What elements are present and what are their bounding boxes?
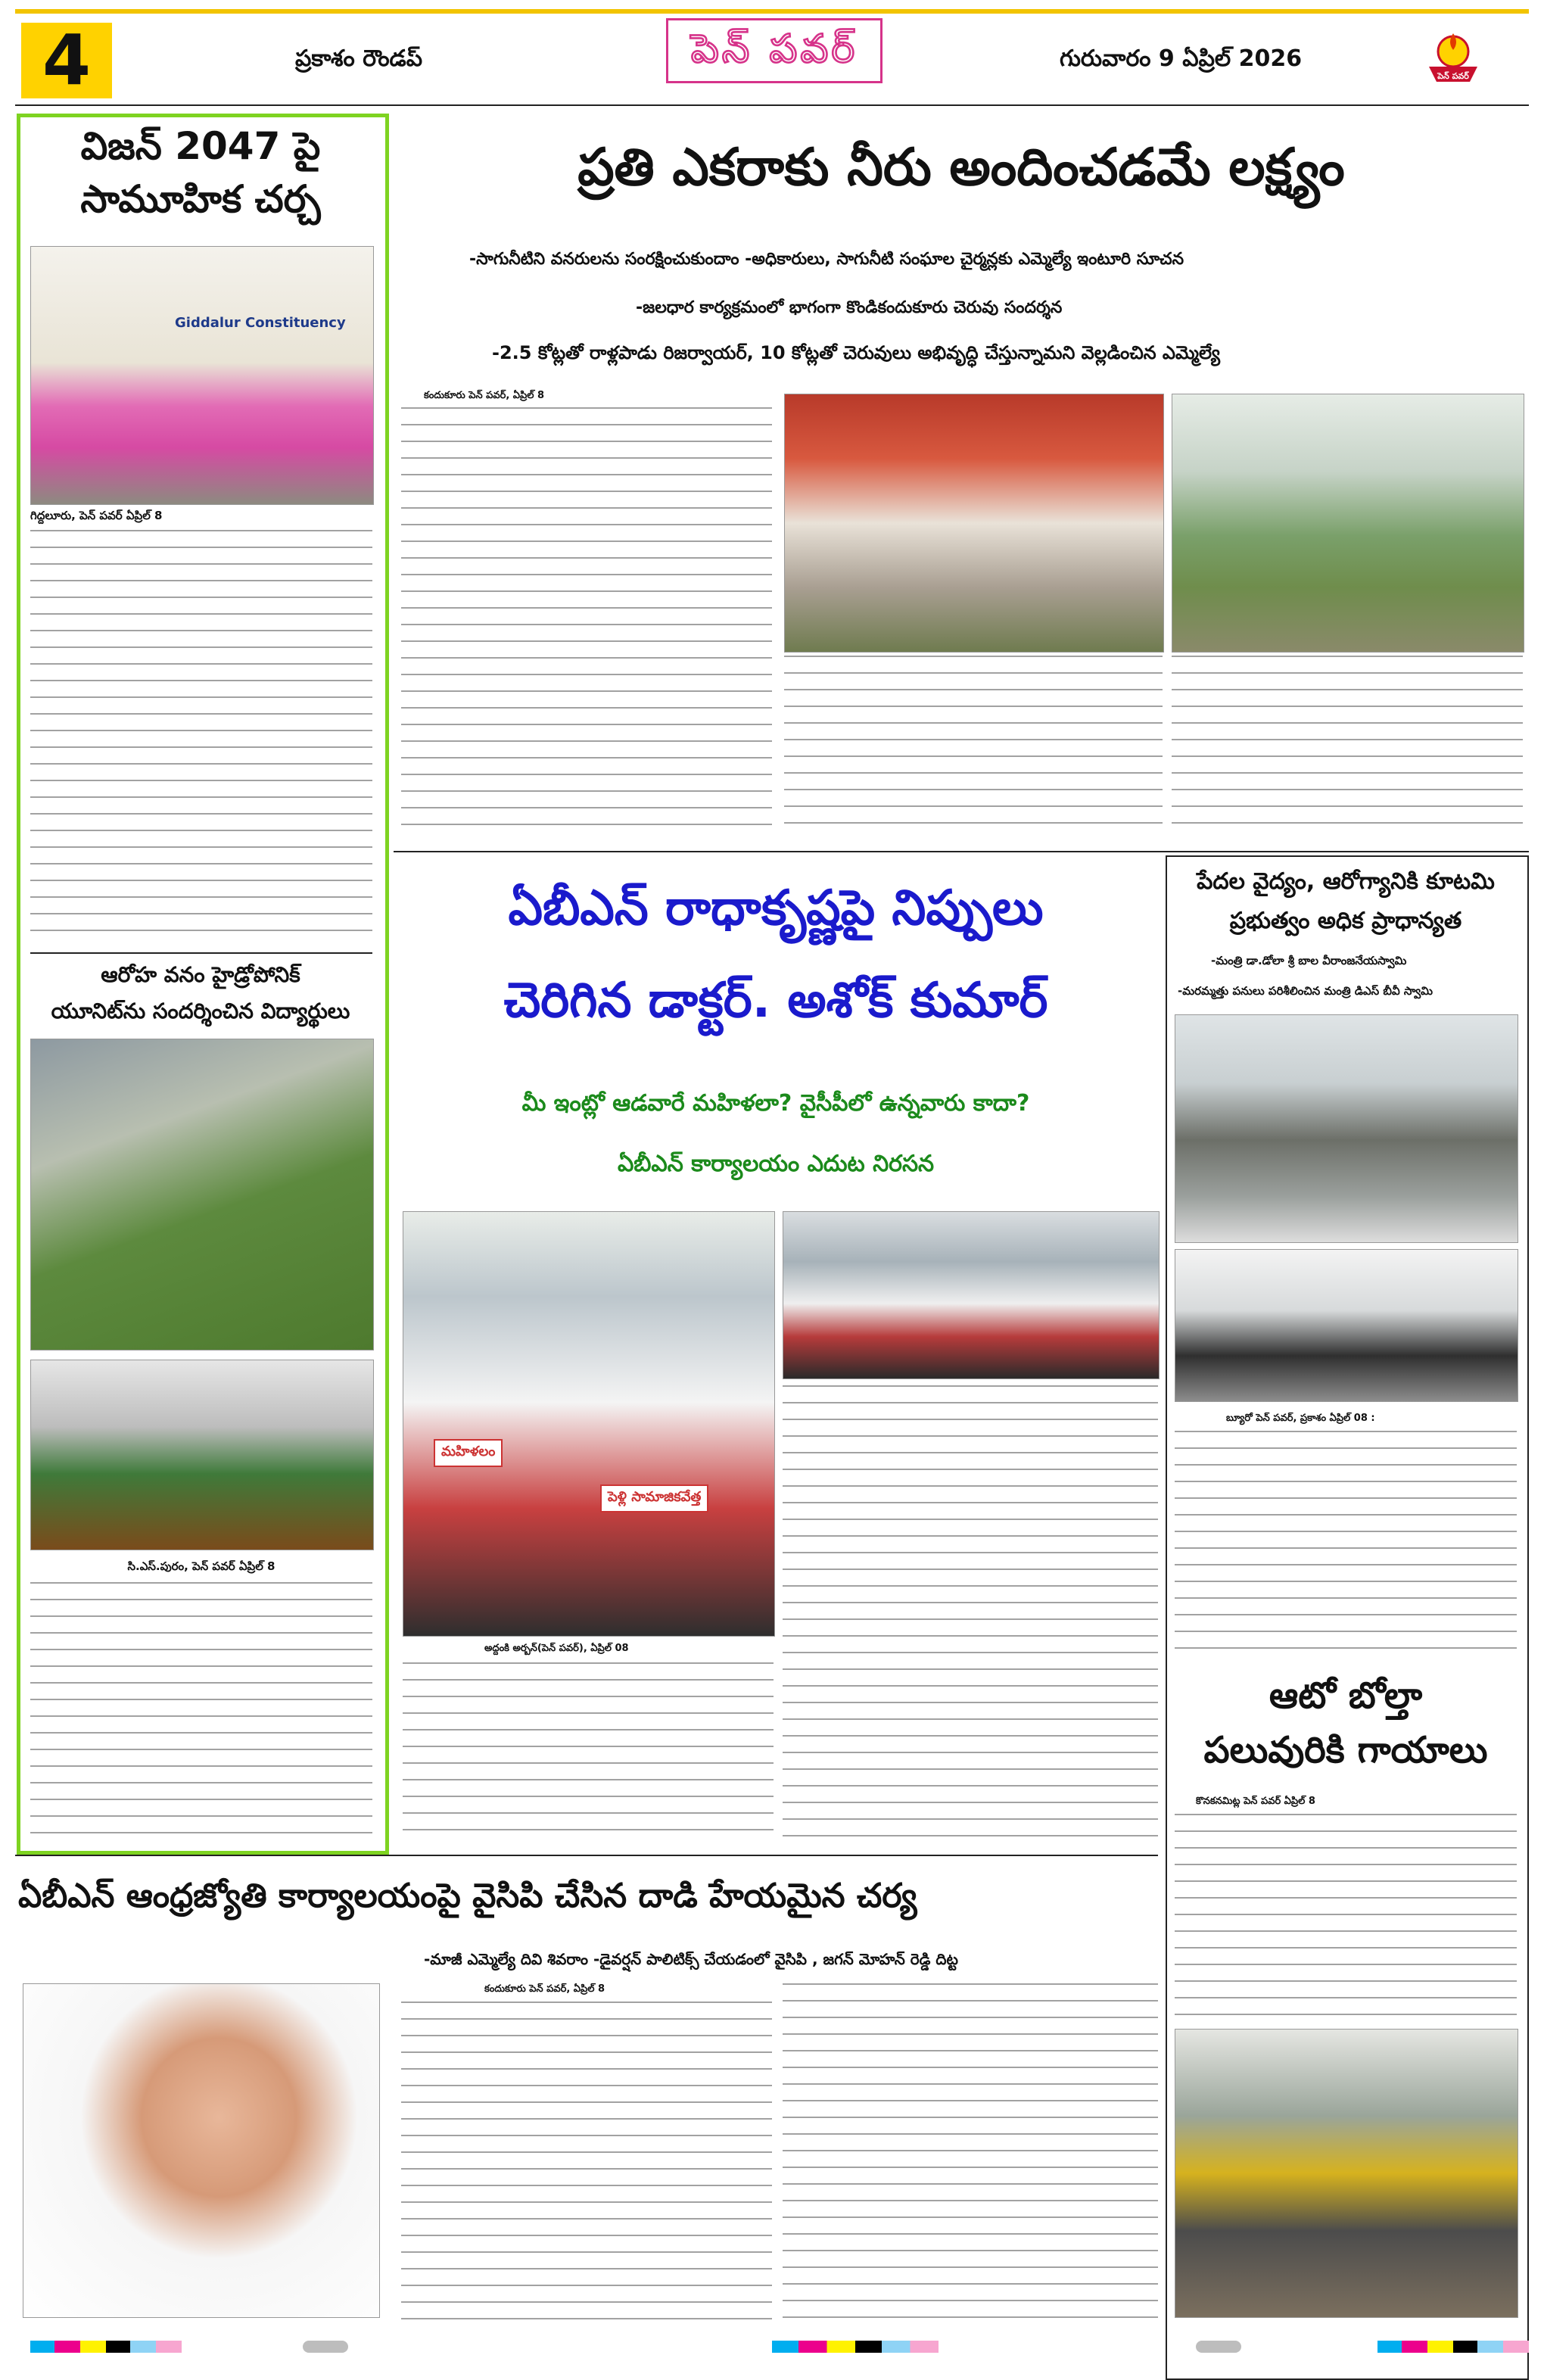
vision-article-body [30,530,372,939]
health-headline-line1: పేదల వైద్యం, ఆరోగ్యానికి కూటమి [1197,868,1495,895]
abn-photo-rally [783,1211,1160,1379]
vision-dateline: గిద్దలూరు, పెన్ పవర్ ఏప్రిల్ 8 [30,509,163,522]
masthead: పెన్ పవర్ [666,18,883,83]
auto-photo-accident [1175,2029,1518,2318]
registration-mark-right [1196,2341,1241,2353]
bottom-article-col1 [401,2002,772,2319]
lead-subhead-1: -సాగునీటిని వనరులను సంరక్షించుకుందాం -అధికారులు, సాగునీటి సంఘాల చైర్మన్లకు ఎమ్మెల్యే ఇంటూరి సూచన [469,250,1184,269]
bottom-headline: ఏబీఎన్ ఆంధ్రజ్యోతి కార్యాలయంపై వైసిపి చేసిన దాడి హేయమైన చర్య [18,1877,917,1915]
left-divider [30,952,372,954]
health-photo-inspection [1175,1014,1518,1243]
lead-divider [394,851,1529,852]
auto-headline-line1: ఆటో బోల్తా [1269,1674,1423,1717]
vision-photo [30,246,374,505]
health-subhead-1: -మంత్రి డా.డోలా శ్రీ బాల వీరాంజనేయస్వామి [1211,954,1407,967]
header-rule [15,9,1529,14]
bottom-dateline: కందుకూరు పెన్ పవర్, ఏప్రిల్ 8 [484,1983,605,1995]
registration-mark [303,2341,348,2353]
registration-bar-left [30,2341,182,2353]
health-headline-line2: ప్రభుత్వం అధిక ప్రాధాన్యత [1229,908,1462,934]
bottom-subhead: -మాజీ ఎమ్మెల్యే దివి శివరాం -డైవర్షన్ పాలిటిక్స్ చేయడంలో వైసిపి , జగన్ మోహన్ రెడ్డి దిట్ట [424,1950,958,1968]
bottom-article-col2 [783,1983,1158,2319]
aroha-photo-student [30,1039,374,1350]
abn-article-col1 [403,1662,774,1840]
abn-subhead-2: ఏబీఎన్ కార్యాలయం ఎదుట నిరసన [617,1151,935,1177]
logo-text: పెన్ పవర్ [1437,71,1469,81]
newspaper-logo [1421,23,1485,86]
health-article-body [1175,1431,1517,1658]
abn-dateline: అద్దంకి అర్బన్(పెన్ పవర్), ఏప్రిల్ 08 [484,1643,629,1654]
lead-dateline: కందుకూరు పెన్ పవర్, ఏప్రిల్ 8 [424,390,545,401]
health-subhead-2: -మరమ్మత్తు పనులు పరిశీలించిన మంత్రి డిఎస్ బీవీ స్వామి [1178,984,1433,998]
issue-date: గురువారం 9 ఏప్రిల్ 2026 [1060,45,1303,72]
registration-bar-center [772,2341,939,2353]
abn-headline-line2: చెరిగిన డాక్టర్. అశోక్ కుమార్ [503,973,1048,1029]
vision-headline-line1: విజన్ 2047 పై [80,124,321,168]
vision-photo-banner: Giddalur Constituency [175,315,346,331]
abn-article-col2 [783,1385,1158,1840]
registration-bar-right [1377,2341,1529,2353]
section-name: ప్రకాశం రౌండప్ [295,45,423,72]
auto-headline-line2: పలువురికి గాయాలు [1203,1729,1488,1771]
page-number: 4 [21,23,112,98]
aroha-article-body [30,1582,372,1840]
auto-article-body [1175,1814,1517,2018]
abn-subhead-1: మీ ఇంట్లో ఆడవారే మహిళలా? వైసీపీలో ఉన్నవారు కాదా? [521,1090,1030,1117]
lead-subhead-3: -2.5 కోట్లతో రాళ్లపాడు రిజర్వాయర్, 10 కోట్లతో చెరువులు అభివృద్ధి చేస్తున్నామని వెల్లడించిన ఎమ్మెల్యే [492,342,1221,363]
lead-article-col1 [401,407,772,839]
lead-headline: ప్రతి ఎకరాకు నీరు అందించడమే లక్ష్యం [577,138,1345,198]
aroha-headline-line1: ఆరోహ వనం హైడ్రోపోనిక్ [101,962,300,987]
health-dateline: బ్యూరో పెన్ పవర్, ప్రకాశం ఏప్రిల్ 08 : [1226,1413,1375,1424]
aroha-dateline: సి.ఎస్.పురం, పెన్ పవర్ ఏప్రిల్ 8 [127,1559,275,1573]
auto-dateline: కొనకనమిట్ల పెన్ పవర్ ఏప్రిల్ 8 [1196,1796,1315,1807]
abn-headline-line1: ఏబీఎన్ రాధాకృష్ణపై నిప్పులు [508,880,1044,936]
bottom-divider [15,1855,1158,1856]
lead-subhead-2: -జలధార కార్యక్రమంలో భాగంగా కొండికందుకూరు చెరువు సందర్శన [636,298,1063,317]
aroha-headline-line2: యూనిట్‌ను సందర్శించిన విద్యార్థులు [51,998,350,1023]
lead-photo-umbrella [784,394,1164,653]
health-photo-hospital [1175,1249,1518,1402]
lead-photo-waterbody [1172,394,1524,653]
placard-2: పెళ్లి సామాజికవేత్త [600,1484,708,1512]
header-divider [15,104,1529,106]
placard-1: మహిళలం [434,1439,503,1467]
lead-article-col2 [784,656,1163,839]
aroha-photo-students-group [30,1360,374,1550]
abn-photo-protest-speaker [403,1211,775,1637]
bottom-portrait-photo [23,1983,380,2318]
lead-article-col3 [1172,656,1523,839]
vision-headline-line2: సామూహిక చర్చ [80,177,321,221]
